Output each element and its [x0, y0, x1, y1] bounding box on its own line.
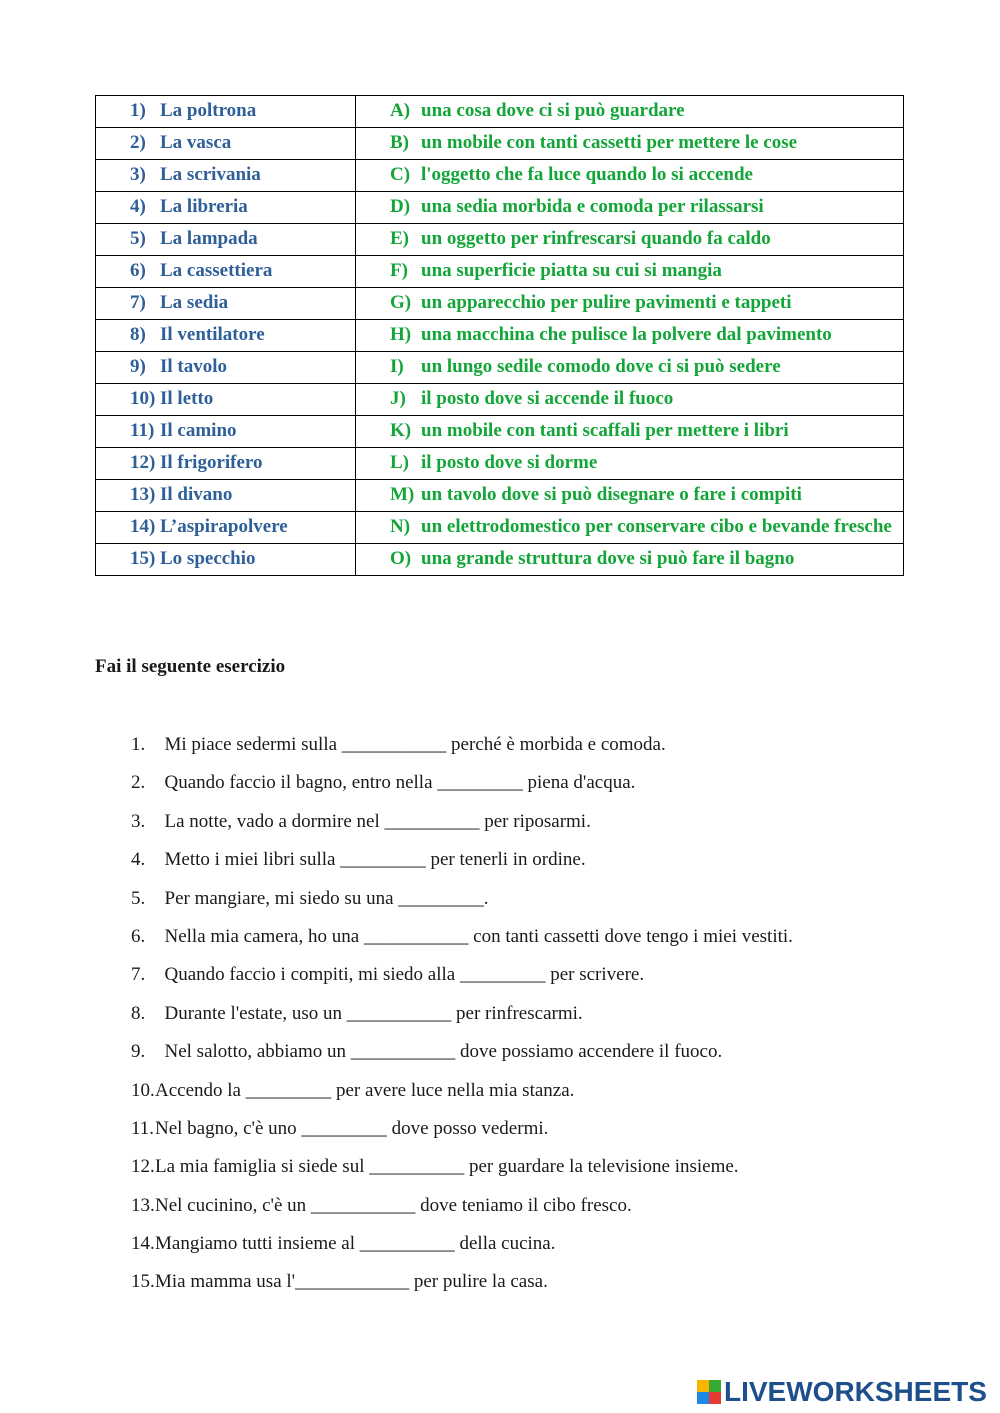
furniture-number: 1)	[130, 100, 146, 121]
logo-text: LIVEWORKSHEETS	[724, 1376, 987, 1407]
furniture-cell	[96, 352, 356, 384]
furniture-number: 6)	[130, 260, 146, 281]
sentence-list	[131, 731, 793, 1307]
definition-text: l'oggetto che fa luce quando lo si accende	[421, 164, 753, 185]
furniture-cell	[96, 128, 356, 160]
furniture-cell	[96, 288, 356, 320]
definition-cell	[356, 480, 904, 512]
definition-text: una superficie piatta su cui si mangia	[421, 260, 722, 281]
table-row	[96, 448, 904, 480]
definition-text: un lungo sedile comodo dove ci si può sedere	[421, 356, 781, 377]
table-row	[96, 480, 904, 512]
furniture-cell	[96, 160, 356, 192]
table-row	[96, 224, 904, 256]
definition-letter: C)	[390, 164, 411, 185]
sentence-text: Quando faccio i compiti, mi siedo alla _________ per scrivere.	[164, 964, 645, 986]
furniture-cell	[96, 416, 356, 448]
definition-text: una macchina che pulisce la polvere dal pavimento	[421, 324, 832, 345]
list-item	[131, 1115, 793, 1153]
sentence-number: 2.	[131, 772, 146, 794]
table-row	[96, 128, 904, 160]
list-item	[131, 1192, 793, 1230]
sentence-number: 9.	[131, 1041, 146, 1063]
furniture-number: 12)	[130, 452, 156, 473]
definition-letter: B)	[390, 132, 409, 153]
furniture-number: 10)	[130, 388, 156, 409]
sentence-text: Nel bagno, c'è uno _________ dove posso vedermi.	[155, 1117, 549, 1139]
furniture-name: Il divano	[160, 484, 233, 505]
list-item	[131, 961, 793, 999]
sentence-number: 8.	[131, 1002, 146, 1024]
definition-cell	[356, 160, 904, 192]
definition-letter: A)	[390, 100, 411, 121]
sentence-number: 10.	[131, 1079, 155, 1101]
sentence-number: 1.	[131, 734, 146, 755]
definition-text: un mobile con tanti cassetti per mettere le cose	[421, 132, 798, 153]
furniture-cell	[96, 224, 356, 256]
furniture-name: Il tavolo	[160, 356, 228, 377]
list-item	[131, 1038, 793, 1076]
definition-cell	[356, 320, 904, 352]
sentence-text: Nel salotto, abbiamo un ___________ dove possiamo accendere il fuoco.	[164, 1041, 723, 1063]
list-item	[131, 1000, 793, 1038]
sentence-text: Nella mia camera, ho una ___________ con tanti cassetti dove tengo i miei vestiti.	[164, 925, 793, 947]
list-item	[131, 1077, 793, 1115]
list-item	[131, 1153, 793, 1191]
definition-text: una sedia morbida e comoda per rilassarsi	[421, 196, 764, 217]
furniture-cell	[96, 256, 356, 288]
list-item	[131, 731, 793, 769]
furniture-name: Lo specchio	[160, 548, 256, 569]
definition-text: una grande struttura dove si può fare il bagno	[421, 548, 795, 569]
definition-letter: E)	[390, 228, 409, 249]
definition-text: il posto dove si accende il fuoco	[421, 388, 674, 409]
sentence-text: Mi piace sedermi sulla ___________ perché è morbida e comoda.	[164, 734, 666, 755]
list-item	[131, 885, 793, 923]
sentence-number: 12.	[131, 1156, 155, 1178]
furniture-cell	[96, 448, 356, 480]
sentence-text: Metto i miei libri sulla _________ per tenerli in ordine.	[164, 849, 586, 871]
definition-text: un elettrodomestico per conservare cibo e bevande fresche	[421, 516, 892, 537]
definition-cell	[356, 256, 904, 288]
definition-text: un tavolo dove si può disegnare o fare i compiti	[421, 484, 802, 505]
furniture-name: La scrivania	[160, 164, 261, 185]
definition-letter: K)	[390, 420, 412, 441]
definition-cell	[356, 352, 904, 384]
definition-letter: J)	[390, 388, 406, 409]
sentence-number: 15.	[131, 1271, 155, 1293]
definition-cell	[356, 448, 904, 480]
definition-text: un oggetto per rinfrescarsi quando fa caldo	[421, 228, 771, 249]
definition-cell	[356, 384, 904, 416]
list-item	[131, 769, 793, 807]
table-row	[96, 416, 904, 448]
furniture-number: 2)	[130, 132, 146, 153]
table-row	[96, 192, 904, 224]
definition-cell	[356, 128, 904, 160]
table-row	[96, 96, 904, 128]
list-item	[131, 1230, 793, 1268]
list-item	[131, 808, 793, 846]
table-row	[96, 352, 904, 384]
furniture-name: Il ventilatore	[160, 324, 265, 345]
furniture-cell	[96, 96, 356, 128]
definition-letter: L)	[390, 452, 409, 473]
table-row	[96, 320, 904, 352]
definition-cell	[356, 192, 904, 224]
liveworksheets-logo	[697, 1378, 987, 1406]
sentence-number: 11.	[131, 1117, 155, 1139]
table-row	[96, 384, 904, 416]
list-item	[131, 1268, 793, 1306]
list-item	[131, 846, 793, 884]
furniture-number: 5)	[130, 228, 146, 249]
definition-letter: H)	[390, 324, 412, 345]
furniture-number: 15)	[130, 548, 156, 569]
furniture-name: La sedia	[160, 292, 229, 313]
sentence-number: 6.	[131, 925, 146, 947]
definition-cell	[356, 544, 904, 576]
furniture-number: 7)	[130, 292, 146, 313]
furniture-cell	[96, 480, 356, 512]
furniture-cell	[96, 384, 356, 416]
furniture-name: L’aspirapolvere	[160, 516, 288, 537]
sentence-text: La notte, vado a dormire nel __________ per riposarmi.	[164, 810, 591, 832]
definition-letter: I)	[390, 356, 404, 377]
furniture-number: 8)	[130, 324, 146, 345]
furniture-number: 9)	[130, 356, 146, 377]
definition-letter: F)	[390, 260, 408, 281]
table-row	[96, 544, 904, 576]
furniture-name: Il letto	[160, 388, 214, 409]
furniture-cell	[96, 544, 356, 576]
furniture-number: 13)	[130, 484, 156, 505]
sentence-text: Mia mamma usa l'____________ per pulire la casa.	[155, 1271, 548, 1293]
furniture-number: 14)	[130, 516, 156, 537]
sentence-number: 3.	[131, 810, 146, 832]
furniture-number: 11)	[130, 420, 155, 441]
sentence-number: 13.	[131, 1194, 155, 1216]
definition-letter: D)	[390, 196, 411, 217]
furniture-name: Il frigorifero	[160, 452, 263, 473]
sentence-text: Durante l'estate, uso un ___________ per rinfrescarmi.	[164, 1002, 583, 1024]
table-row	[96, 288, 904, 320]
definition-text: un apparecchio per pulire pavimenti e tappeti	[421, 292, 792, 313]
definition-letter: G)	[390, 292, 412, 313]
furniture-name: Il camino	[160, 420, 237, 441]
furniture-cell	[96, 192, 356, 224]
sentence-text: La mia famiglia si siede sul __________ per guardare la televisione insieme.	[155, 1156, 739, 1178]
sentence-number: 14.	[131, 1233, 155, 1255]
furniture-number: 4)	[130, 196, 146, 217]
definition-text: un mobile con tanti scaffali per mettere i libri	[421, 420, 789, 441]
list-item	[131, 923, 793, 961]
furniture-cell	[96, 512, 356, 544]
sentence-text: Nel cucinino, c'è un ___________ dove teniamo il cibo fresco.	[155, 1194, 632, 1216]
definition-cell	[356, 288, 904, 320]
definition-text: una cosa dove ci si può guardare	[421, 100, 685, 121]
furniture-name: La cassettiera	[160, 260, 273, 281]
sentence-text: Per mangiare, mi siedo su una _________.	[164, 887, 489, 909]
sentence-text: Accendo la _________ per avere luce nella mia stanza.	[155, 1079, 575, 1101]
sentence-number: 5.	[131, 887, 146, 909]
sentence-text: Mangiamo tutti insieme al __________ della cucina.	[155, 1233, 556, 1255]
exercise-title: Fai il seguente esercizio	[95, 656, 286, 677]
table-row	[96, 160, 904, 192]
table-row	[96, 256, 904, 288]
definition-letter: N)	[390, 516, 411, 537]
furniture-number: 3)	[130, 164, 146, 185]
furniture-name: La libreria	[160, 196, 248, 217]
definition-letter: O)	[390, 548, 412, 569]
furniture-name: La vasca	[160, 132, 232, 153]
definition-cell	[356, 512, 904, 544]
definition-text: il posto dove si dorme	[421, 452, 598, 473]
definition-letter: M)	[390, 484, 415, 505]
sentence-number: 7.	[131, 964, 146, 986]
furniture-cell	[96, 320, 356, 352]
definition-cell	[356, 96, 904, 128]
definition-cell	[356, 416, 904, 448]
sentence-number: 4.	[131, 849, 146, 871]
furniture-name: La lampada	[160, 228, 258, 249]
matching-table	[95, 95, 904, 576]
definition-cell	[356, 224, 904, 256]
sentence-text: Quando faccio il bagno, entro nella _________ piena d'acqua.	[164, 772, 636, 794]
furniture-name: La poltrona	[160, 100, 257, 121]
logo-mark-icon	[697, 1380, 721, 1404]
table-row	[96, 512, 904, 544]
